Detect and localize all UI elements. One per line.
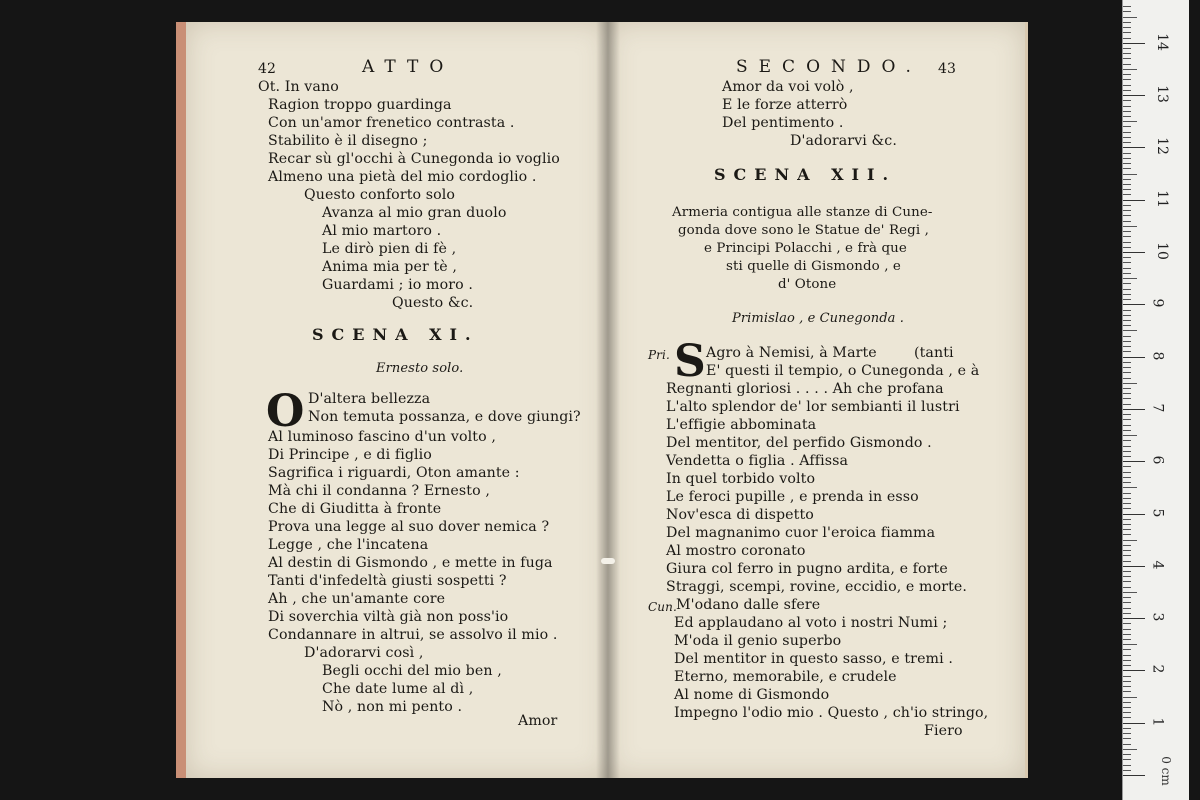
ruler-tick: [1123, 6, 1131, 7]
ruler-tick: [1123, 566, 1145, 567]
verse-line: Del pentimento .: [722, 115, 844, 131]
ruler-tick: [1123, 770, 1131, 771]
ruler-tick: [1123, 649, 1131, 650]
verse-line: Al mio martoro .: [322, 223, 442, 239]
left-page: [176, 22, 608, 778]
ruler-tick: [1123, 299, 1131, 300]
ruler-tick: [1123, 712, 1131, 713]
ruler-tick: [1123, 69, 1137, 70]
ruler-tick: [1123, 639, 1131, 640]
verse-line: D'adorarvi così ,: [304, 645, 424, 661]
verse-line: Straggi, scempi, rovine, eccidio, e morte.: [666, 579, 968, 595]
ruler-tick: [1123, 697, 1137, 698]
running-head: ATTO: [362, 57, 455, 77]
ruler-tick: [1123, 210, 1131, 211]
speaker-label: Cun.: [648, 600, 677, 614]
ruler-tick: [1123, 121, 1137, 122]
ruler-tick: [1123, 200, 1145, 201]
ruler-tick: [1123, 498, 1131, 499]
ruler-tick: [1123, 257, 1131, 258]
verse-line: L'alto splendor de' lor sembianti il lustri: [666, 399, 960, 415]
ruler-tick: [1123, 252, 1145, 253]
ruler-tick: [1123, 53, 1131, 54]
ruler-tick: [1123, 43, 1145, 44]
ruler-label: 9: [1149, 298, 1166, 308]
ruler-label: 3: [1149, 612, 1166, 622]
ruler-tick: [1123, 362, 1131, 363]
ruler-tick: [1123, 310, 1131, 311]
ruler-unit-label: 0 cm: [1158, 756, 1173, 786]
scene-title: SCENA XI.: [312, 325, 479, 344]
open-book: [176, 22, 1036, 778]
ruler-tick: [1123, 262, 1131, 263]
ruler-tick: [1123, 409, 1145, 410]
verse-line: Nov'esca di dispetto: [666, 507, 814, 523]
catchword: Amor: [518, 713, 558, 729]
ruler-tick: [1123, 11, 1131, 12]
ruler-label: 10: [1153, 242, 1170, 260]
ruler-tick: [1123, 17, 1137, 18]
ruler-tick: [1123, 561, 1131, 562]
ruler-tick: [1123, 592, 1137, 593]
ruler-tick: [1123, 472, 1131, 473]
verse-line: Impegno l'odio mio . Questo , ch'io stringo,: [674, 705, 989, 721]
verse-line: Nò , non mi pento .: [322, 699, 463, 715]
ruler-tick: [1123, 341, 1131, 342]
ruler-tick: [1123, 85, 1131, 86]
verse-line: Al nome di Gismondo: [674, 687, 830, 703]
ruler-tick: [1123, 106, 1131, 107]
verse-line: Che date lume al dì ,: [322, 681, 474, 697]
ruler-tick: [1123, 660, 1131, 661]
ruler-label: 1: [1149, 717, 1166, 727]
ruler-tick: [1123, 137, 1131, 138]
verse-line: Guardami ; io moro .: [322, 277, 473, 293]
ruler-tick: [1123, 404, 1131, 405]
ruler-tick: [1123, 372, 1131, 373]
ruler-tick: [1123, 519, 1131, 520]
ruler-label: 8: [1149, 351, 1166, 361]
ruler-tick: [1123, 749, 1137, 750]
ruler-label: 14: [1153, 32, 1170, 51]
binding-thread: [601, 558, 615, 564]
verse-line: Con un'amor frenetico contrasta .: [268, 115, 515, 131]
page-number: 43: [938, 61, 957, 77]
ruler-tick: [1123, 765, 1131, 766]
verse-line: E le forze atterrò: [722, 97, 848, 113]
verse-line: Tanti d'infedeltà giusti sospetti ?: [268, 573, 507, 589]
ruler-tick: [1123, 320, 1131, 321]
ruler-tick: [1123, 336, 1131, 337]
ruler-tick: [1123, 38, 1131, 39]
ruler-tick: [1123, 100, 1131, 101]
ruler-tick: [1123, 691, 1131, 692]
catchword: Fiero: [924, 723, 963, 739]
verse-line: Ot. In vano: [258, 79, 339, 95]
ruler-tick: [1123, 529, 1131, 530]
ruler-tick: [1123, 142, 1131, 143]
ruler-tick: [1123, 273, 1131, 274]
ruler-tick: [1123, 759, 1131, 760]
ruler-tick: [1123, 702, 1131, 703]
ruler-tick: [1123, 111, 1131, 112]
book-gutter: [596, 22, 620, 778]
ruler-tick: [1123, 393, 1131, 394]
ruler-tick: [1123, 571, 1131, 572]
ruler-label: 5: [1149, 508, 1166, 517]
ruler-tick: [1123, 733, 1131, 734]
ruler-tick: [1123, 242, 1131, 243]
ruler-tick: [1123, 247, 1131, 248]
scene-cast: Ernesto solo.: [376, 361, 464, 376]
ruler-tick: [1123, 435, 1137, 436]
ruler-tick: [1123, 723, 1145, 724]
verse-line: Non temuta possanza, e dove giungi?: [308, 409, 581, 425]
verse-line: Del magnanimo cuor l'eroica fiamma: [666, 525, 936, 541]
verse-line: Questo conforto solo: [304, 187, 456, 203]
ruler-tick: [1123, 315, 1131, 316]
verse-line: Condannare in altrui, se assolvo il mio .: [268, 627, 558, 643]
ruler-tick: [1123, 153, 1131, 154]
ruler-tick: [1123, 493, 1131, 494]
speaker-label: Pri.: [648, 348, 670, 362]
ruler-label: 4: [1149, 560, 1166, 570]
verse-line: Ah , che un'amante core: [268, 591, 446, 607]
ruler-label: 11: [1153, 189, 1170, 208]
ruler-tick: [1123, 754, 1131, 755]
ruler-tick: [1123, 597, 1131, 598]
ruler-tick: [1123, 325, 1131, 326]
ruler-tick: [1123, 205, 1131, 206]
ruler-tick: [1123, 158, 1131, 159]
verse-line: Al luminoso fascino d'un volto ,: [268, 429, 496, 445]
verse-line: Agro à Nemisi, à Marte: [706, 345, 877, 361]
ruler-tick: [1123, 744, 1131, 745]
ruler-tick: [1123, 456, 1131, 457]
ruler-label: 2: [1149, 664, 1166, 674]
setting-line: sti quelle di Gismondo , e: [726, 259, 901, 274]
ruler-tick: [1123, 330, 1137, 331]
ruler-tick: [1123, 482, 1131, 483]
ruler-tick: [1123, 346, 1131, 347]
ruler-tick: [1123, 629, 1131, 630]
ruler-tick: [1123, 540, 1137, 541]
ruler-tick: [1123, 461, 1145, 462]
ruler-tick: [1123, 717, 1131, 718]
ruler-tick: [1123, 676, 1131, 677]
verse-line: Vendetta o figlia . Affissa: [666, 453, 849, 469]
verse-line: Che di Giuditta à fronte: [268, 501, 442, 517]
ruler-tick: [1123, 623, 1131, 624]
page-number: 42: [258, 61, 277, 77]
ruler-tick: [1123, 576, 1131, 577]
ruler-tick: [1123, 226, 1137, 227]
ruler-tick: [1123, 446, 1131, 447]
verse-line: Avanza al mio gran duolo: [322, 205, 507, 221]
drop-cap: O: [266, 386, 305, 437]
ruler-tick: [1123, 602, 1131, 603]
verse-line: In quel torbido volto: [666, 471, 816, 487]
ruler-tick: [1123, 775, 1145, 776]
ruler-tick: [1123, 184, 1131, 185]
ruler-tick: [1123, 304, 1145, 305]
verse-line: Giura col ferro in pugno ardita, e forte: [666, 561, 948, 577]
ruler-tick: [1123, 440, 1131, 441]
ruler-tick: [1123, 378, 1131, 379]
setting-line: Armeria contigua alle stanze di Cune-: [672, 205, 933, 220]
ruler-tick: [1123, 425, 1131, 426]
verse-line: Questo &c.: [392, 295, 474, 311]
ruler-tick: [1123, 581, 1131, 582]
ruler-tick: [1123, 90, 1131, 91]
setting-line: gonda dove sono le Statue de' Regi ,: [678, 223, 929, 238]
ruler-tick: [1123, 132, 1131, 133]
verse-line: Recar sù gl'occhi à Cunegonda io voglio: [268, 151, 560, 167]
ruler-tick: [1123, 466, 1131, 467]
verse-line: Del mentitor, del perfido Gismondo .: [666, 435, 932, 451]
ruler-tick: [1123, 174, 1137, 175]
verse-line: Di soverchia viltà già non poss'io: [268, 609, 509, 625]
ruler-tick: [1123, 398, 1131, 399]
ruler-tick: [1123, 367, 1131, 368]
ruler-tick: [1123, 48, 1131, 49]
ruler-tick: [1123, 351, 1131, 352]
ruler-label: 13: [1153, 85, 1170, 104]
ruler-tick: [1123, 670, 1145, 671]
verse-line: Mà chi il condanna ? Ernesto ,: [268, 483, 490, 499]
verse-line: Le dirò pien di fè ,: [322, 241, 457, 257]
ruler-tick: [1123, 383, 1137, 384]
running-head: SECONDO.: [736, 57, 922, 77]
ruler-tick: [1123, 388, 1131, 389]
ruler-tick: [1123, 665, 1131, 666]
measurement-ruler: [1122, 0, 1189, 800]
ruler-tick: [1123, 22, 1131, 23]
ruler-tick: [1123, 268, 1131, 269]
verse-line: D'adorarvi &c.: [790, 133, 897, 149]
ruler-tick: [1123, 707, 1131, 708]
ruler-label: 6: [1149, 455, 1166, 465]
verse-line: Regnanti gloriosi . . . . Ah che profana: [666, 381, 944, 397]
scene-cast: Primislao , e Cunegonda .: [732, 311, 904, 326]
ruler-tick: [1123, 289, 1131, 290]
ruler-tick: [1123, 477, 1131, 478]
verse-line: L'effigie abbominata: [666, 417, 817, 433]
verse-line: Le feroci pupille , e prenda in esso: [666, 489, 919, 505]
ruler-label: 7: [1149, 403, 1166, 413]
ruler-tick: [1123, 147, 1145, 148]
ruler-tick: [1123, 27, 1131, 28]
setting-line: d' Otone: [778, 277, 837, 292]
ruler-tick: [1123, 508, 1131, 509]
verse-line: M'odano dalle sfere: [676, 597, 821, 613]
ruler-tick: [1123, 236, 1131, 237]
ruler-tick: [1123, 487, 1137, 488]
turnover: (tanti: [914, 345, 954, 361]
ruler-tick: [1123, 608, 1131, 609]
ruler-tick: [1123, 655, 1131, 656]
ruler-tick: [1123, 231, 1131, 232]
ruler-tick: [1123, 283, 1131, 284]
verse-line: Di Principe , e di figlio: [268, 447, 432, 463]
ruler-tick: [1123, 194, 1131, 195]
ruler-tick: [1123, 419, 1131, 420]
verse-line: Begli occhi del mio ben ,: [322, 663, 502, 679]
verse-line: Anima mia per tè ,: [322, 259, 457, 275]
ruler-tick: [1123, 634, 1131, 635]
ruler-tick: [1123, 32, 1131, 33]
verse-line: E' questi il tempio, o Cunegonda , e à: [706, 363, 980, 379]
verse-line: Legge , che l'incatena: [268, 537, 429, 553]
right-page: [608, 22, 1028, 778]
ruler-tick: [1123, 503, 1131, 504]
verse-line: Sagrifica i riguardi, Oton amante :: [268, 465, 520, 481]
ruler-tick: [1123, 189, 1131, 190]
ruler-tick: [1123, 550, 1131, 551]
ruler-label: 12: [1153, 137, 1170, 156]
drop-cap: S: [674, 336, 706, 387]
verse-line: D'altera bellezza: [308, 391, 431, 407]
ruler-tick: [1123, 555, 1131, 556]
ruler-tick: [1123, 58, 1131, 59]
verse-line: Ragion troppo guardinga: [268, 97, 452, 113]
ruler-tick: [1123, 681, 1131, 682]
ruler-tick: [1123, 126, 1131, 127]
verse-line: Al destin di Gismondo , e mette in fuga: [268, 555, 553, 571]
ruler-tick: [1123, 451, 1131, 452]
verse-line: Ed applaudano al voto i nostri Numi ;: [674, 615, 948, 631]
ruler-tick: [1123, 545, 1131, 546]
verse-line: Almeno una pietà del mio cordoglio .: [268, 169, 537, 185]
verse-line: Prova una legge al suo dover nemica ?: [268, 519, 550, 535]
ruler-tick: [1123, 430, 1131, 431]
ruler-tick: [1123, 179, 1131, 180]
ruler-tick: [1123, 163, 1131, 164]
ruler-tick: [1123, 618, 1145, 619]
setting-line: e Principi Polacchi , e frà que: [704, 241, 907, 256]
ruler-tick: [1123, 587, 1131, 588]
ruler-tick: [1123, 644, 1137, 645]
verse-line: M'oda il genio superbo: [674, 633, 842, 649]
ruler-tick: [1123, 514, 1145, 515]
verse-line: Eterno, memorabile, e crudele: [674, 669, 897, 685]
verse-line: Al mostro coronato: [666, 543, 806, 559]
ruler-tick: [1123, 534, 1131, 535]
ruler-tick: [1123, 738, 1131, 739]
ruler-tick: [1123, 278, 1137, 279]
ruler-tick: [1123, 221, 1131, 222]
ruler-tick: [1123, 524, 1131, 525]
ruler-tick: [1123, 728, 1131, 729]
verse-line: Del mentitor in questo sasso, e tremi .: [674, 651, 953, 667]
ruler-tick: [1123, 79, 1131, 80]
ruler-tick: [1123, 294, 1131, 295]
verse-line: Stabilito è il disegno ;: [268, 133, 428, 149]
scene-title: SCENA XII.: [714, 165, 897, 184]
verse-line: Amor da voi volò ,: [722, 79, 854, 95]
ruler-tick: [1123, 74, 1131, 75]
ruler-tick: [1123, 686, 1131, 687]
ruler-tick: [1123, 613, 1131, 614]
ruler-tick: [1123, 64, 1131, 65]
ruler-tick: [1123, 95, 1145, 96]
ruler-tick: [1123, 357, 1145, 358]
ruler-tick: [1123, 168, 1131, 169]
ruler-tick: [1123, 215, 1131, 216]
ruler-tick: [1123, 414, 1131, 415]
ruler-tick: [1123, 116, 1131, 117]
